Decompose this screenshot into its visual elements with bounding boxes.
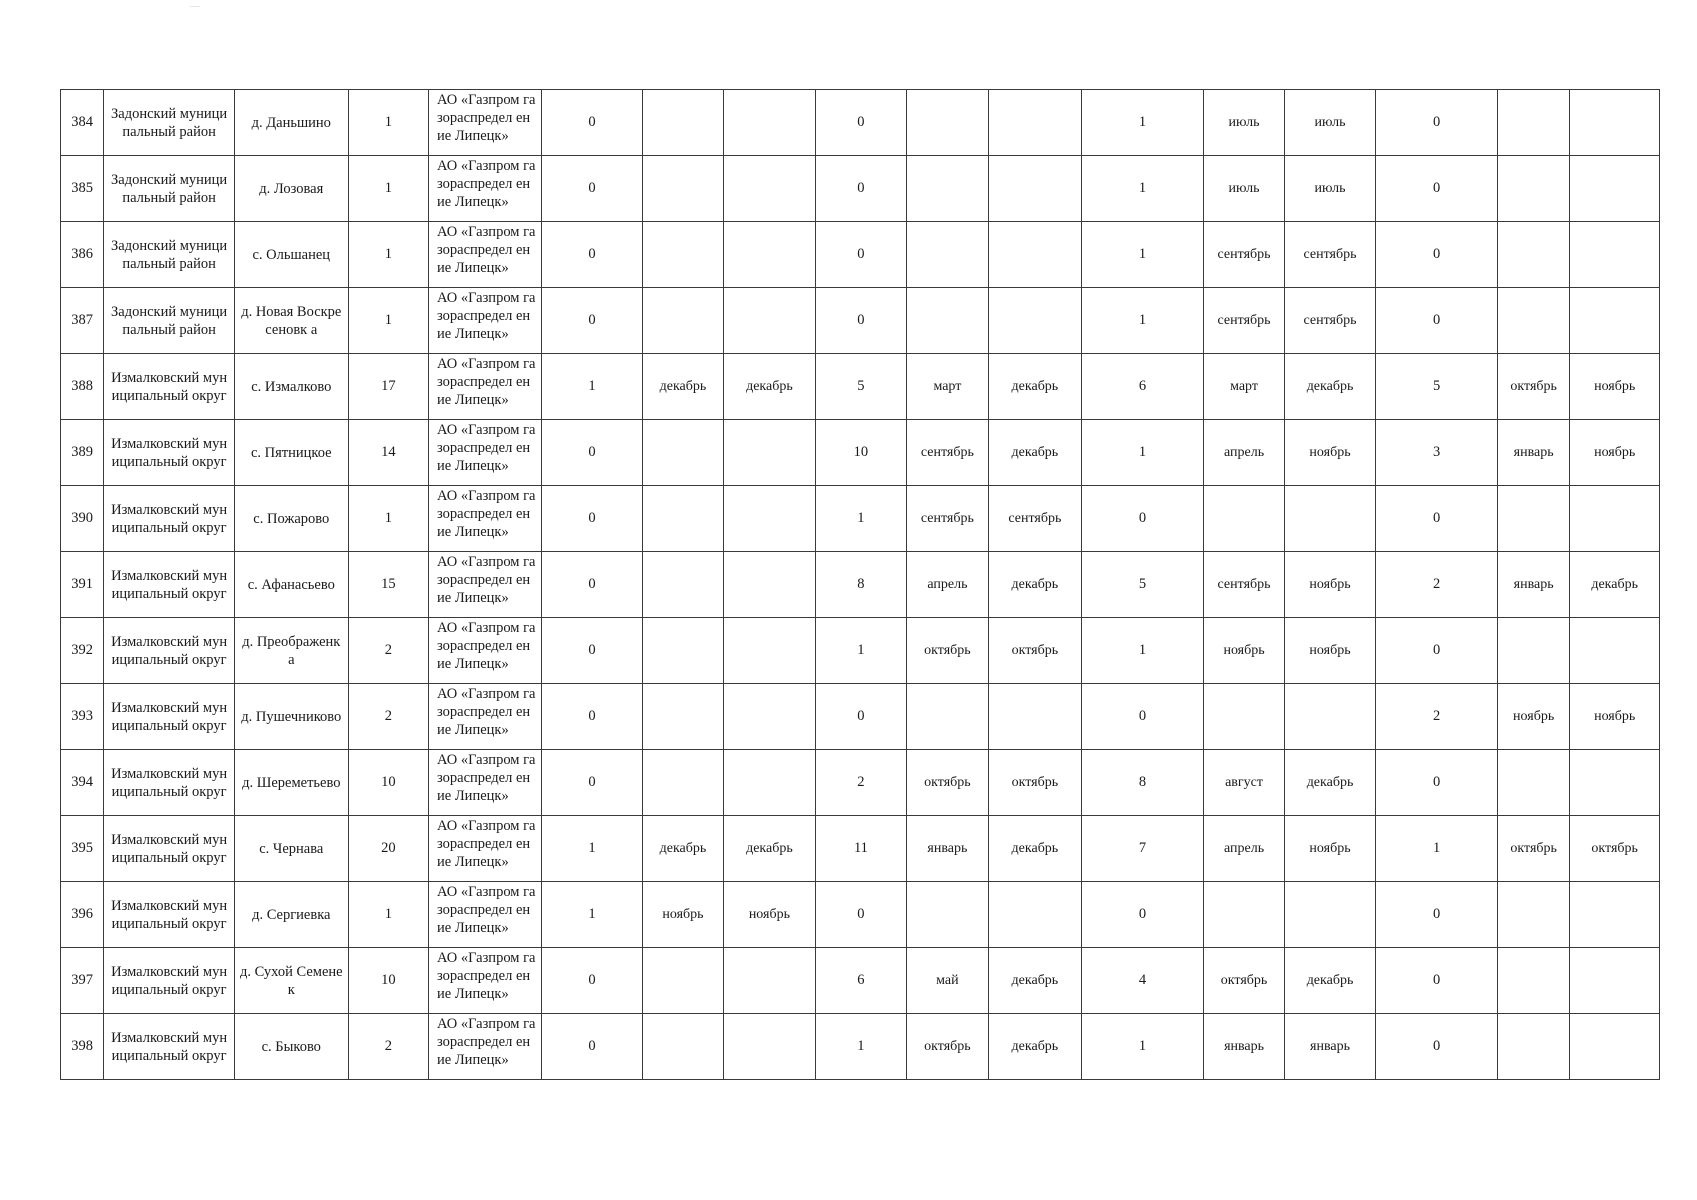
period-3-start-month: август	[1204, 750, 1284, 816]
period-4-start-month	[1497, 90, 1569, 156]
households-count: 17	[348, 354, 428, 420]
period-4-count: 2	[1376, 684, 1498, 750]
period-4-end-month: ноябрь	[1570, 354, 1660, 420]
period-2-count: 10	[816, 420, 907, 486]
period-1-count: 0	[541, 288, 643, 354]
period-1-start-month: декабрь	[643, 816, 723, 882]
period-3-count: 6	[1081, 354, 1204, 420]
period-1-start-month	[643, 684, 723, 750]
period-3-start-month: июль	[1204, 90, 1284, 156]
period-3-start-month: сентябрь	[1204, 552, 1284, 618]
period-1-start-month	[643, 90, 723, 156]
gas-distribution-organization: АО «Газпром газораспредел ение Липецк»	[429, 618, 542, 684]
period-2-start-month: сентябрь	[906, 486, 988, 552]
period-4-end-month	[1570, 882, 1660, 948]
period-4-count: 1	[1376, 816, 1498, 882]
row-number: 396	[61, 882, 104, 948]
households-count: 1	[348, 156, 428, 222]
locality-name: д. Сухой Семенек	[234, 948, 348, 1014]
period-1-count: 0	[541, 90, 643, 156]
period-2-start-month	[906, 156, 988, 222]
locality-name: д. Лозовая	[234, 156, 348, 222]
period-3-end-month: декабрь	[1284, 948, 1376, 1014]
district-name: Задонский муниципальный район	[104, 90, 235, 156]
period-4-end-month	[1570, 288, 1660, 354]
period-1-count: 0	[541, 750, 643, 816]
period-2-start-month: март	[906, 354, 988, 420]
locality-name: с. Ольшанец	[234, 222, 348, 288]
table-row	[61, 486, 1660, 552]
period-1-end-month	[723, 222, 816, 288]
period-4-count: 0	[1376, 948, 1498, 1014]
period-1-end-month	[723, 288, 816, 354]
period-1-end-month: ноябрь	[723, 882, 816, 948]
households-count: 1	[348, 882, 428, 948]
period-2-start-month	[906, 288, 988, 354]
period-3-end-month	[1284, 684, 1376, 750]
period-3-end-month: декабрь	[1284, 750, 1376, 816]
period-2-end-month	[989, 684, 1082, 750]
district-name: Измалковский муниципальный округ	[104, 618, 235, 684]
locality-name: с. Измалково	[234, 354, 348, 420]
period-1-count: 0	[541, 156, 643, 222]
row-number: 386	[61, 222, 104, 288]
period-3-count: 1	[1081, 288, 1204, 354]
period-1-start-month	[643, 750, 723, 816]
period-1-count: 0	[541, 222, 643, 288]
period-1-count: 0	[541, 486, 643, 552]
period-4-start-month	[1497, 750, 1569, 816]
period-2-end-month: октябрь	[989, 618, 1082, 684]
table-row	[61, 1014, 1660, 1080]
period-2-start-month	[906, 222, 988, 288]
row-number: 398	[61, 1014, 104, 1080]
period-3-start-month: октябрь	[1204, 948, 1284, 1014]
period-1-end-month	[723, 684, 816, 750]
period-2-end-month: сентябрь	[989, 486, 1082, 552]
period-3-count: 4	[1081, 948, 1204, 1014]
period-4-count: 0	[1376, 288, 1498, 354]
period-2-end-month: декабрь	[989, 948, 1082, 1014]
period-3-end-month: январь	[1284, 1014, 1376, 1080]
period-1-start-month	[643, 420, 723, 486]
table-row	[61, 948, 1660, 1014]
table-row	[61, 156, 1660, 222]
period-3-start-month: сентябрь	[1204, 288, 1284, 354]
gas-distribution-organization: АО «Газпром газораспредел ение Липецк»	[429, 552, 542, 618]
period-4-end-month	[1570, 222, 1660, 288]
district-name: Измалковский муниципальный округ	[104, 420, 235, 486]
period-4-count: 0	[1376, 222, 1498, 288]
period-3-end-month: сентябрь	[1284, 288, 1376, 354]
period-4-end-month: ноябрь	[1570, 684, 1660, 750]
row-number: 395	[61, 816, 104, 882]
period-2-count: 6	[816, 948, 907, 1014]
row-number: 397	[61, 948, 104, 1014]
period-4-count: 0	[1376, 1014, 1498, 1080]
period-4-start-month	[1497, 948, 1569, 1014]
period-1-end-month	[723, 1014, 816, 1080]
period-4-start-month	[1497, 222, 1569, 288]
period-4-count: 0	[1376, 90, 1498, 156]
table-row	[61, 618, 1660, 684]
period-1-end-month	[723, 750, 816, 816]
period-1-end-month: декабрь	[723, 816, 816, 882]
district-name: Измалковский муниципальный округ	[104, 948, 235, 1014]
district-name: Задонский муниципальный район	[104, 222, 235, 288]
period-2-end-month	[989, 288, 1082, 354]
period-1-start-month	[643, 552, 723, 618]
period-1-count: 1	[541, 882, 643, 948]
gas-distribution-organization: АО «Газпром газораспредел ение Липецк»	[429, 750, 542, 816]
period-1-count: 0	[541, 948, 643, 1014]
period-4-count: 0	[1376, 156, 1498, 222]
period-4-start-month: октябрь	[1497, 354, 1569, 420]
period-1-end-month	[723, 618, 816, 684]
period-2-count: 0	[816, 288, 907, 354]
period-1-end-month: декабрь	[723, 354, 816, 420]
period-2-start-month: октябрь	[906, 750, 988, 816]
table-row	[61, 420, 1660, 486]
period-4-start-month: ноябрь	[1497, 684, 1569, 750]
period-2-count: 5	[816, 354, 907, 420]
period-3-count: 1	[1081, 618, 1204, 684]
period-3-count: 5	[1081, 552, 1204, 618]
period-4-count: 0	[1376, 882, 1498, 948]
period-1-end-month	[723, 420, 816, 486]
households-count: 1	[348, 90, 428, 156]
period-3-count: 0	[1081, 684, 1204, 750]
district-name: Измалковский муниципальный округ	[104, 552, 235, 618]
period-2-start-month: май	[906, 948, 988, 1014]
period-2-count: 0	[816, 684, 907, 750]
period-3-count: 1	[1081, 156, 1204, 222]
households-count: 2	[348, 618, 428, 684]
period-2-end-month: декабрь	[989, 420, 1082, 486]
gas-distribution-organization: АО «Газпром газораспредел ение Липецк»	[429, 354, 542, 420]
period-3-end-month: июль	[1284, 156, 1376, 222]
table-body	[61, 90, 1660, 1080]
period-1-start-month	[643, 222, 723, 288]
locality-name: с. Пожарово	[234, 486, 348, 552]
locality-name: д. Преображенк а	[234, 618, 348, 684]
row-number: 393	[61, 684, 104, 750]
period-2-count: 8	[816, 552, 907, 618]
gas-distribution-organization: АО «Газпром газораспредел ение Липецк»	[429, 288, 542, 354]
period-2-start-month: октябрь	[906, 618, 988, 684]
locality-name: д. Пушечниково	[234, 684, 348, 750]
locality-name: д. Даньшино	[234, 90, 348, 156]
period-4-count: 0	[1376, 486, 1498, 552]
district-name: Измалковский муниципальный округ	[104, 684, 235, 750]
period-4-start-month	[1497, 1014, 1569, 1080]
period-4-end-month	[1570, 618, 1660, 684]
period-2-count: 0	[816, 882, 907, 948]
gas-distribution-organization: АО «Газпром газораспредел ение Липецк»	[429, 882, 542, 948]
period-4-end-month: декабрь	[1570, 552, 1660, 618]
period-1-end-month	[723, 486, 816, 552]
gas-distribution-organization: АО «Газпром газораспредел ение Липецк»	[429, 420, 542, 486]
period-3-end-month: декабрь	[1284, 354, 1376, 420]
table-row	[61, 684, 1660, 750]
period-4-end-month	[1570, 1014, 1660, 1080]
period-1-end-month	[723, 156, 816, 222]
households-count: 10	[348, 750, 428, 816]
period-3-count: 7	[1081, 816, 1204, 882]
households-count: 20	[348, 816, 428, 882]
period-3-count: 8	[1081, 750, 1204, 816]
row-number: 392	[61, 618, 104, 684]
row-number: 390	[61, 486, 104, 552]
district-name: Измалковский муниципальный округ	[104, 1014, 235, 1080]
table-row	[61, 552, 1660, 618]
gas-distribution-organization: АО «Газпром газораспредел ение Липецк»	[429, 90, 542, 156]
period-3-end-month: ноябрь	[1284, 618, 1376, 684]
scan-margin-mark	[190, 6, 200, 7]
period-2-start-month	[906, 90, 988, 156]
period-2-count: 0	[816, 156, 907, 222]
row-number: 389	[61, 420, 104, 486]
period-3-start-month: сентябрь	[1204, 222, 1284, 288]
period-3-count: 1	[1081, 420, 1204, 486]
period-1-start-month	[643, 948, 723, 1014]
period-2-start-month	[906, 882, 988, 948]
district-name: Измалковский муниципальный округ	[104, 750, 235, 816]
period-4-end-month	[1570, 750, 1660, 816]
households-count: 15	[348, 552, 428, 618]
period-3-start-month	[1204, 486, 1284, 552]
locality-name: с. Пятницкое	[234, 420, 348, 486]
period-4-start-month: январь	[1497, 420, 1569, 486]
period-1-count: 0	[541, 618, 643, 684]
gas-distribution-organization: АО «Газпром газораспредел ение Липецк»	[429, 156, 542, 222]
period-2-count: 2	[816, 750, 907, 816]
gas-distribution-organization: АО «Газпром газораспредел ение Липецк»	[429, 1014, 542, 1080]
households-count: 1	[348, 222, 428, 288]
period-1-end-month	[723, 90, 816, 156]
period-4-end-month	[1570, 156, 1660, 222]
period-1-count: 0	[541, 552, 643, 618]
period-1-count: 0	[541, 420, 643, 486]
period-1-start-month	[643, 1014, 723, 1080]
period-1-end-month	[723, 948, 816, 1014]
period-3-end-month: ноябрь	[1284, 420, 1376, 486]
period-3-start-month: январь	[1204, 1014, 1284, 1080]
households-count: 2	[348, 684, 428, 750]
district-name: Задонский муниципальный район	[104, 288, 235, 354]
gasification-schedule-table	[60, 89, 1660, 1080]
locality-name: с. Быково	[234, 1014, 348, 1080]
period-1-start-month	[643, 288, 723, 354]
period-4-start-month	[1497, 882, 1569, 948]
period-2-count: 11	[816, 816, 907, 882]
district-name: Измалковский муниципальный округ	[104, 486, 235, 552]
period-4-end-month: октябрь	[1570, 816, 1660, 882]
period-2-end-month: октябрь	[989, 750, 1082, 816]
period-4-end-month	[1570, 486, 1660, 552]
period-4-count: 5	[1376, 354, 1498, 420]
row-number: 388	[61, 354, 104, 420]
period-4-count: 0	[1376, 750, 1498, 816]
gas-distribution-organization: АО «Газпром газораспредел ение Липецк»	[429, 684, 542, 750]
period-3-start-month	[1204, 684, 1284, 750]
period-1-count: 1	[541, 354, 643, 420]
period-2-start-month	[906, 684, 988, 750]
table-row	[61, 882, 1660, 948]
period-4-end-month	[1570, 90, 1660, 156]
period-2-end-month	[989, 882, 1082, 948]
period-4-end-month: ноябрь	[1570, 420, 1660, 486]
period-3-end-month: ноябрь	[1284, 816, 1376, 882]
row-number: 385	[61, 156, 104, 222]
period-2-start-month: апрель	[906, 552, 988, 618]
period-4-end-month	[1570, 948, 1660, 1014]
period-4-start-month: январь	[1497, 552, 1569, 618]
period-1-count: 0	[541, 1014, 643, 1080]
period-2-count: 0	[816, 222, 907, 288]
gas-distribution-organization: АО «Газпром газораспредел ение Липецк»	[429, 222, 542, 288]
period-3-end-month: ноябрь	[1284, 552, 1376, 618]
row-number: 384	[61, 90, 104, 156]
gas-distribution-organization: АО «Газпром газораспредел ение Липецк»	[429, 816, 542, 882]
period-3-count: 1	[1081, 222, 1204, 288]
period-2-end-month: декабрь	[989, 552, 1082, 618]
period-2-start-month: сентябрь	[906, 420, 988, 486]
period-2-count: 1	[816, 1014, 907, 1080]
period-2-count: 1	[816, 618, 907, 684]
period-3-start-month: ноябрь	[1204, 618, 1284, 684]
district-name: Измалковский муниципальный округ	[104, 816, 235, 882]
period-4-start-month	[1497, 288, 1569, 354]
period-1-count: 0	[541, 684, 643, 750]
locality-name: с. Афанасьево	[234, 552, 348, 618]
period-2-start-month: октябрь	[906, 1014, 988, 1080]
gas-distribution-organization: АО «Газпром газораспредел ение Липецк»	[429, 486, 542, 552]
period-4-count: 3	[1376, 420, 1498, 486]
period-4-start-month	[1497, 618, 1569, 684]
households-count: 1	[348, 486, 428, 552]
households-count: 10	[348, 948, 428, 1014]
households-count: 1	[348, 288, 428, 354]
period-3-count: 0	[1081, 882, 1204, 948]
period-4-start-month: октябрь	[1497, 816, 1569, 882]
households-count: 2	[348, 1014, 428, 1080]
locality-name: д. Сергиевка	[234, 882, 348, 948]
locality-name: с. Чернава	[234, 816, 348, 882]
period-1-end-month	[723, 552, 816, 618]
period-2-end-month	[989, 90, 1082, 156]
period-2-count: 0	[816, 90, 907, 156]
period-4-count: 0	[1376, 618, 1498, 684]
period-3-count: 1	[1081, 1014, 1204, 1080]
period-3-start-month: апрель	[1204, 420, 1284, 486]
table-row	[61, 750, 1660, 816]
period-1-start-month: ноябрь	[643, 882, 723, 948]
period-3-start-month: март	[1204, 354, 1284, 420]
row-number: 391	[61, 552, 104, 618]
households-count: 14	[348, 420, 428, 486]
period-3-start-month: июль	[1204, 156, 1284, 222]
period-3-end-month	[1284, 486, 1376, 552]
period-3-count: 0	[1081, 486, 1204, 552]
period-2-end-month	[989, 156, 1082, 222]
period-1-start-month	[643, 486, 723, 552]
district-name: Измалковский муниципальный округ	[104, 882, 235, 948]
table-row	[61, 90, 1660, 156]
period-1-count: 1	[541, 816, 643, 882]
period-4-start-month	[1497, 156, 1569, 222]
period-3-end-month: сентябрь	[1284, 222, 1376, 288]
period-4-count: 2	[1376, 552, 1498, 618]
period-3-count: 1	[1081, 90, 1204, 156]
row-number: 387	[61, 288, 104, 354]
locality-name: д. Новая Воскресеновк а	[234, 288, 348, 354]
table-row	[61, 222, 1660, 288]
period-2-end-month: декабрь	[989, 354, 1082, 420]
period-1-start-month	[643, 618, 723, 684]
period-4-start-month	[1497, 486, 1569, 552]
table-row	[61, 288, 1660, 354]
period-3-end-month	[1284, 882, 1376, 948]
period-2-end-month	[989, 222, 1082, 288]
period-1-start-month: декабрь	[643, 354, 723, 420]
period-2-count: 1	[816, 486, 907, 552]
district-name: Задонский муниципальный район	[104, 156, 235, 222]
table-row	[61, 816, 1660, 882]
period-1-start-month	[643, 156, 723, 222]
period-2-start-month: январь	[906, 816, 988, 882]
table-row	[61, 354, 1660, 420]
row-number: 394	[61, 750, 104, 816]
period-3-start-month	[1204, 882, 1284, 948]
period-2-end-month: декабрь	[989, 816, 1082, 882]
period-3-start-month: апрель	[1204, 816, 1284, 882]
gas-distribution-organization: АО «Газпром газораспредел ение Липецк»	[429, 948, 542, 1014]
locality-name: д. Шереметьево	[234, 750, 348, 816]
period-3-end-month: июль	[1284, 90, 1376, 156]
district-name: Измалковский муниципальный округ	[104, 354, 235, 420]
period-2-end-month: декабрь	[989, 1014, 1082, 1080]
